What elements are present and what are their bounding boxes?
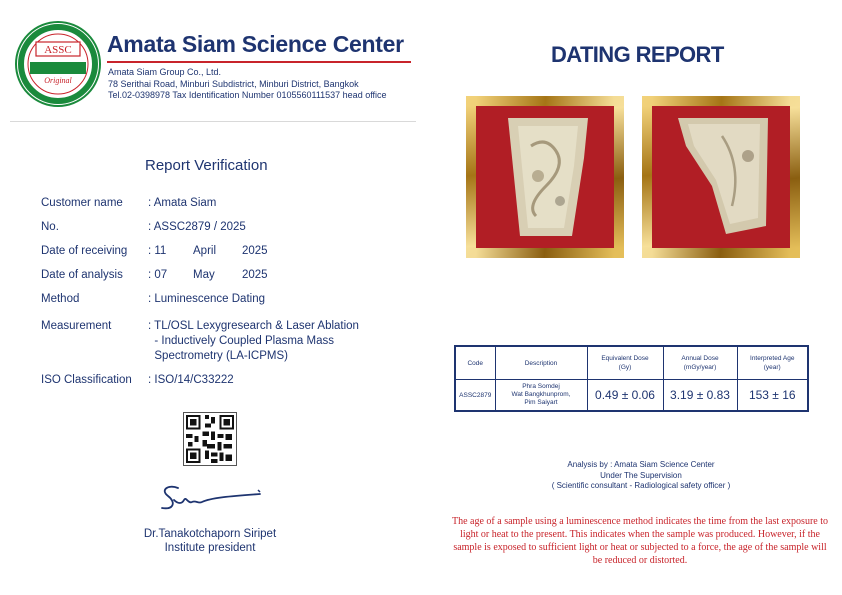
signer-title: Institute president xyxy=(164,542,256,554)
analysis-day: : 07 xyxy=(148,269,168,281)
company-address-block xyxy=(108,67,387,102)
receiving-year: 2025 xyxy=(242,245,268,257)
company-name-underline xyxy=(107,61,411,63)
signature-icon xyxy=(150,478,265,518)
field-label-method: Method xyxy=(41,293,80,305)
amulet-back-icon xyxy=(652,106,790,248)
table-row xyxy=(455,380,808,412)
company-line-1: Amata Siam Group Co., Ltd. xyxy=(108,67,222,77)
header-equivalent-dose: Equivalent Dose (Gy) xyxy=(587,346,663,380)
analysis-month: May xyxy=(193,269,215,281)
logo-original-text: Original xyxy=(44,76,72,85)
cell-interpreted-age: 153 ± 16 xyxy=(737,380,808,412)
receiving-day: : 11 xyxy=(148,245,167,257)
company-name: Amata Siam Science Center xyxy=(107,31,404,57)
field-value-number: : ASSC2879 / 2025 xyxy=(148,221,246,233)
field-value-date-receiving xyxy=(148,244,268,259)
disclaimer-text: The age of a sample using a luminescence method indicates the time from the last exposure to light or heat to the present. This indicates when the sample was produced. However, if the sample is exposed to sufficient light or heat or subjected to a force, the age of the sample will be reduced or distorted. xyxy=(452,516,828,566)
field-value-customer: : Amata Siam xyxy=(148,197,217,209)
field-label-date-receiving: Date of receiving xyxy=(41,245,128,257)
receiving-month: April xyxy=(193,245,217,257)
measurement-line-3: Spectrometry (LA-ICPMS) xyxy=(148,350,288,362)
verification-title: Report Verification xyxy=(145,157,268,174)
signer-block xyxy=(110,527,310,555)
amulet-photo-front xyxy=(466,96,624,258)
analysis-year: 2025 xyxy=(242,269,268,281)
field-value-iso: : ISO/14/C33222 xyxy=(148,374,234,386)
company-line-3: Tel.02-0398978 Tax Identification Number 0105560111537 head office xyxy=(108,90,387,100)
field-value-measurement xyxy=(148,319,359,364)
field-label-iso: ISO Classification xyxy=(41,374,132,386)
measurement-line-1: : TL/OSL Lexygresearch & Laser Ablation xyxy=(148,320,359,332)
measurement-line-2: - Inductively Coupled Plasma Mass xyxy=(148,335,334,347)
header-annual-dose: Annual Dose (mGy/year) xyxy=(663,346,737,380)
analysis-line-1: Analysis by : Amata Siam Science Center xyxy=(567,460,715,469)
analysis-block xyxy=(453,460,829,492)
header-code: Code xyxy=(455,346,495,380)
amulet-front-icon xyxy=(476,106,614,248)
cell-annual-dose: 3.19 ± 0.83 xyxy=(663,380,737,412)
cell-description: Phra Somdej Wat Bangkhunprom, Pim Saiyart xyxy=(495,380,587,412)
header-description: Description xyxy=(495,346,587,380)
assc-seal-logo xyxy=(14,20,102,108)
qr-code-icon[interactable] xyxy=(183,412,237,466)
report-title: DATING REPORT xyxy=(551,42,724,67)
field-value-method: : Luminescence Dating xyxy=(148,293,265,305)
field-label-measurement: Measurement xyxy=(41,320,112,332)
cell-code: ASSC2879 xyxy=(455,380,495,412)
amulet-photo-back xyxy=(642,96,800,258)
field-label-date-analysis: Date of analysis xyxy=(41,269,123,281)
cell-equivalent-dose: 0.49 ± 0.06 xyxy=(587,380,663,412)
header-divider xyxy=(10,121,416,122)
field-value-date-analysis xyxy=(148,268,268,283)
table-header-row xyxy=(455,346,808,380)
field-label-number: No. xyxy=(41,221,59,233)
logo-assc-text: ASSC xyxy=(44,44,72,56)
company-line-2: 78 Serithai Road, Minburi Subdistrict, Minburi District, Bangkok xyxy=(108,78,359,89)
header-interpreted-age: Interpreted Age (year) xyxy=(737,346,808,380)
field-label-customer: Customer name xyxy=(41,197,123,209)
signer-name: Dr.Tanakotchaporn Siripet xyxy=(143,528,277,540)
analysis-line-2: Under The Supervision xyxy=(600,470,682,480)
analysis-line-3: ( Scientific consultant - Radiological safety officer ) xyxy=(551,481,731,490)
results-table xyxy=(454,345,807,412)
